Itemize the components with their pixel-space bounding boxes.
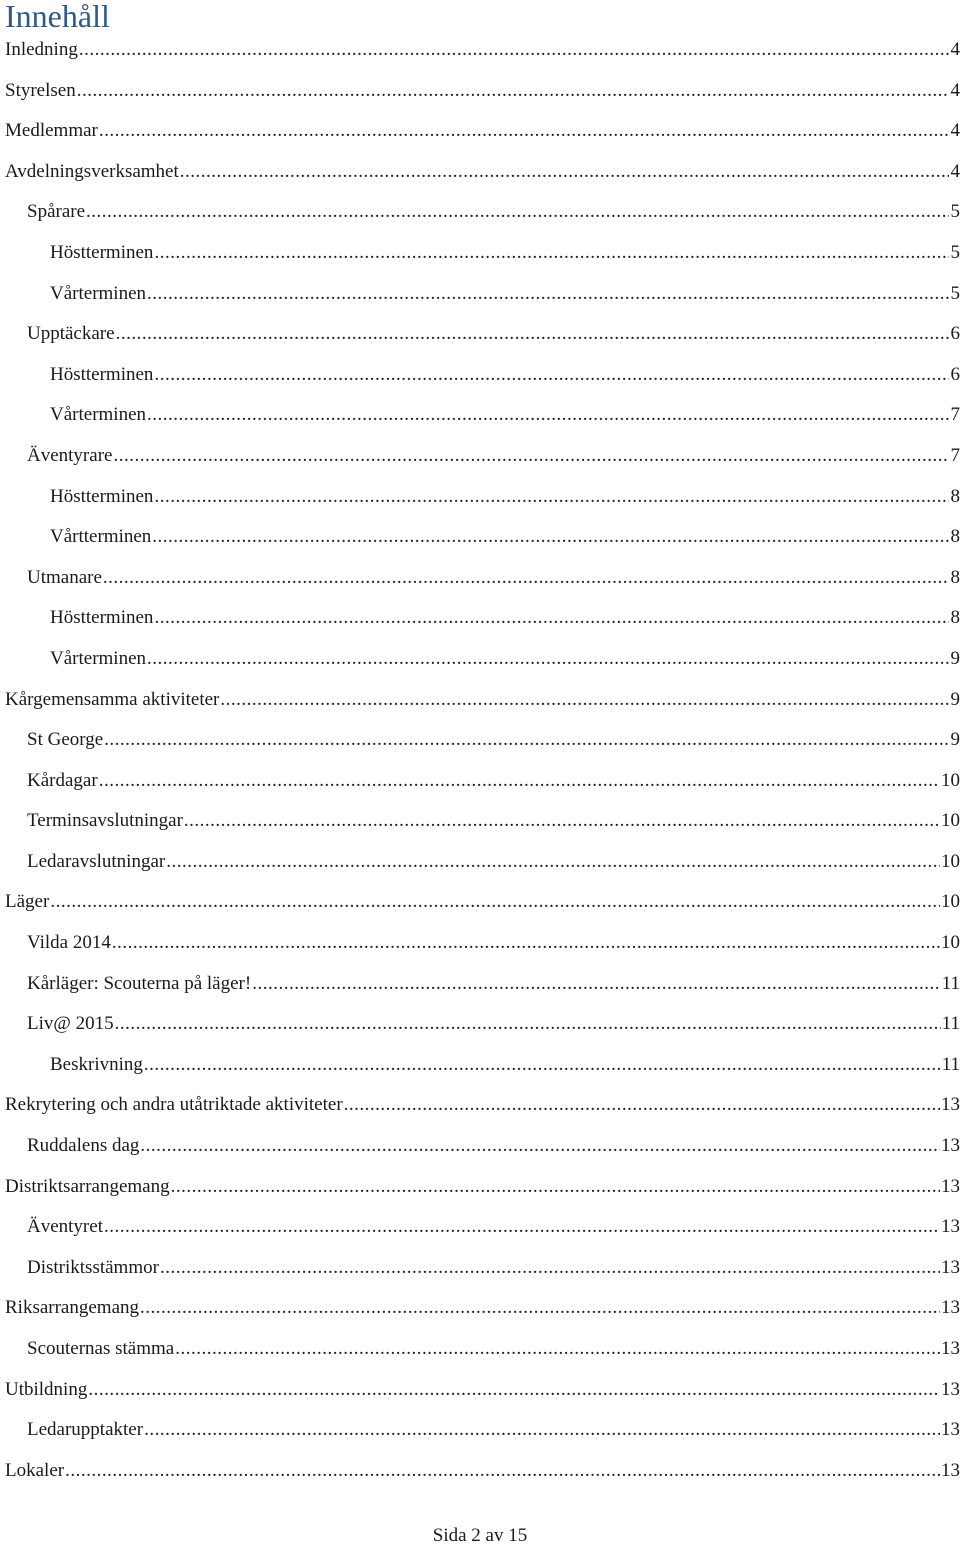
toc-dot-leader <box>184 801 940 841</box>
toc-entry[interactable] <box>0 639 960 680</box>
toc-dot-leader <box>175 1329 940 1369</box>
toc-dot-leader <box>99 111 949 151</box>
toc-entry-title: Kårläger: Scouterna på läger! <box>27 972 252 994</box>
toc-entry-page-number: 8 <box>950 526 960 548</box>
toc-entry-title: Liv@ 2015 <box>27 1013 114 1035</box>
toc-dot-leader <box>171 1167 940 1207</box>
toc-entry-page-number: 13 <box>941 1135 960 1157</box>
toc-dot-leader <box>152 517 949 557</box>
toc-entry[interactable] <box>0 801 960 842</box>
toc-entry-page-number: 10 <box>941 769 960 791</box>
toc-dot-leader <box>104 720 949 760</box>
toc-entry-page-number: 13 <box>941 1378 960 1400</box>
toc-entry-title: Beskrivning <box>50 1053 143 1075</box>
toc-entry-title: Ledaravslutningar <box>27 850 166 872</box>
toc-entry-page-number: 13 <box>941 1419 960 1441</box>
toc-entry[interactable] <box>0 842 960 883</box>
toc-entry-page-number: 5 <box>950 282 960 304</box>
toc-dot-leader <box>147 395 949 435</box>
toc-entry-title: Distriktsarrangemang <box>5 1175 170 1197</box>
toc-entry-title: Distriktsstämmor <box>27 1256 159 1278</box>
toc-entry[interactable] <box>0 1288 960 1329</box>
toc-entry[interactable] <box>0 30 960 71</box>
toc-dot-leader <box>116 314 949 354</box>
toc-entry-page-number: 9 <box>950 729 960 751</box>
toc-entry-page-number: 4 <box>950 160 960 182</box>
toc-entry-title: Utmanare <box>27 566 102 588</box>
toc-entry-title: Vårterminen <box>50 282 147 304</box>
toc-entry-title: Medlemmar <box>5 120 98 142</box>
toc-entry-page-number: 7 <box>950 404 960 426</box>
toc-entry-title: Äventyrare <box>27 444 113 466</box>
toc-entry-page-number: 11 <box>941 1053 960 1075</box>
toc-dot-leader <box>79 30 949 70</box>
toc-entry-page-number: 9 <box>950 647 960 669</box>
toc-dot-leader <box>160 1248 940 1288</box>
toc-entry-title: Kårdagar <box>27 769 98 791</box>
toc-entry[interactable] <box>0 1207 960 1248</box>
toc-entry-page-number: 8 <box>950 566 960 588</box>
toc-entry-title: Ruddalens dag <box>27 1135 140 1157</box>
toc-entry[interactable] <box>0 1045 960 1086</box>
toc-entry[interactable] <box>0 720 960 761</box>
toc-dot-leader <box>154 355 949 395</box>
toc-dot-leader <box>77 71 949 111</box>
toc-entry[interactable] <box>0 355 960 396</box>
toc-entry-page-number: 8 <box>950 485 960 507</box>
toc-entry[interactable] <box>0 152 960 193</box>
toc-dot-leader <box>252 964 941 1004</box>
toc-entry[interactable] <box>0 1329 960 1370</box>
toc-dot-leader <box>147 639 949 679</box>
toc-entry-title: Upptäckare <box>27 323 115 345</box>
toc-entry-page-number: 6 <box>950 363 960 385</box>
toc-entry-title: St George <box>27 729 104 751</box>
toc-entry-page-number: 13 <box>941 1094 960 1116</box>
toc-entry[interactable] <box>0 680 960 721</box>
toc-entry[interactable] <box>0 436 960 477</box>
toc-dot-leader <box>144 1045 941 1085</box>
toc-dot-leader <box>154 233 949 273</box>
toc-dot-leader <box>147 274 949 314</box>
toc-entry[interactable] <box>0 192 960 233</box>
toc-entry[interactable] <box>0 558 960 599</box>
toc-dot-leader <box>154 477 949 517</box>
toc-entry[interactable] <box>0 1451 960 1492</box>
toc-entry-title: Vilda 2014 <box>27 932 111 954</box>
toc-dot-leader <box>86 192 949 232</box>
toc-dot-leader <box>103 558 949 598</box>
toc-entry-title: Äventyret <box>27 1216 103 1238</box>
toc-entry-title: Höstterminen <box>50 607 154 629</box>
toc-entry-title: Terminsavslutningar <box>27 810 183 832</box>
toc-entry[interactable] <box>0 1370 960 1411</box>
page-title: Innehåll <box>5 0 110 34</box>
toc-dot-leader <box>166 842 940 882</box>
toc-entry-title: Inledning <box>5 39 78 60</box>
toc-entry[interactable] <box>0 1248 960 1289</box>
toc-entry-title: Utbildning <box>5 1378 88 1400</box>
toc-entry-page-number: 11 <box>941 1013 960 1035</box>
toc-entry-page-number: 13 <box>941 1256 960 1278</box>
toc-entry-page-number: 5 <box>950 201 960 223</box>
toc-entry-page-number: 9 <box>950 688 960 710</box>
toc-entry-title: Ledarupptakter <box>27 1419 144 1441</box>
toc-entry-page-number: 13 <box>941 1338 960 1359</box>
toc-entry-page-number: 10 <box>941 810 960 832</box>
toc-dot-leader <box>220 680 949 720</box>
toc-entry-title: Vårterminen <box>50 404 147 426</box>
toc-dot-leader <box>144 1410 940 1450</box>
toc-entry-page-number: 11 <box>941 972 960 994</box>
toc-entry-page-number: 7 <box>950 444 960 466</box>
table-of-contents <box>0 30 960 1491</box>
toc-dot-leader <box>140 1288 940 1328</box>
toc-entry[interactable] <box>0 111 960 152</box>
toc-entry-page-number: 6 <box>950 323 960 345</box>
toc-entry-page-number: 13 <box>941 1297 960 1319</box>
toc-entry[interactable] <box>0 274 960 315</box>
toc-entry-title: Lokaler <box>5 1459 65 1481</box>
toc-entry-title: Höstterminen <box>50 485 154 507</box>
toc-entry-title: Spårare <box>27 201 86 223</box>
toc-entry-page-number: 10 <box>941 891 960 913</box>
toc-entry[interactable] <box>0 233 960 274</box>
toc-entry[interactable] <box>0 882 960 923</box>
toc-entry-page-number: 4 <box>950 120 960 142</box>
toc-entry-title: Vårtterminen <box>50 526 152 548</box>
toc-entry[interactable] <box>0 1167 960 1208</box>
toc-dot-leader <box>50 882 940 922</box>
toc-entry-page-number: 13 <box>941 1175 960 1197</box>
toc-entry-title: Avdelningsverksamhet <box>5 160 179 182</box>
toc-entry-page-number: 4 <box>950 39 960 60</box>
toc-entry[interactable] <box>0 964 960 1005</box>
toc-entry-page-number: 13 <box>941 1459 960 1481</box>
toc-entry[interactable] <box>0 314 960 355</box>
toc-dot-leader <box>180 152 949 192</box>
toc-entry[interactable] <box>0 598 960 639</box>
toc-entry-page-number: 10 <box>941 850 960 872</box>
toc-entry[interactable] <box>0 71 960 112</box>
toc-entry-title: Kårgemensamma aktiviteter <box>5 688 220 710</box>
page-footer: Sida 2 av 15 <box>432 1525 528 1546</box>
toc-entry-title: Scouternas stämma <box>27 1338 175 1359</box>
toc-entry[interactable] <box>0 517 960 558</box>
toc-entry-title: Läger <box>5 891 50 913</box>
toc-entry-page-number: 4 <box>950 79 960 101</box>
toc-entry-page-number: 5 <box>950 241 960 263</box>
toc-entry[interactable] <box>0 395 960 436</box>
toc-dot-leader <box>65 1451 940 1491</box>
toc-entry[interactable] <box>0 1410 960 1451</box>
toc-dot-leader <box>115 1004 941 1044</box>
toc-dot-leader <box>112 923 940 963</box>
toc-dot-leader <box>88 1370 940 1410</box>
toc-entry-page-number: 13 <box>941 1216 960 1238</box>
toc-dot-leader <box>99 761 940 801</box>
toc-entry[interactable] <box>0 477 960 518</box>
toc-entry[interactable] <box>0 923 960 964</box>
toc-entry-title: Vårterminen <box>50 647 147 669</box>
toc-entry-page-number: 10 <box>941 932 960 954</box>
toc-entry-title: Styrelsen <box>5 79 76 101</box>
toc-entry[interactable] <box>0 1126 960 1167</box>
toc-entry-title: Höstterminen <box>50 241 154 263</box>
toc-entry-title: Rekrytering och andra utåtriktade aktiviteter <box>5 1094 343 1116</box>
toc-entry[interactable] <box>0 761 960 802</box>
toc-entry-page-number: 8 <box>950 607 960 629</box>
toc-entry[interactable] <box>0 1004 960 1045</box>
toc-entry[interactable] <box>0 1085 960 1126</box>
toc-dot-leader <box>154 598 949 638</box>
toc-entry-title: Riksarrangemang <box>5 1297 140 1319</box>
toc-dot-leader <box>344 1085 940 1125</box>
toc-entry-title: Höstterminen <box>50 363 154 385</box>
toc-dot-leader <box>140 1126 940 1166</box>
toc-dot-leader <box>104 1207 940 1247</box>
toc-dot-leader <box>113 436 949 476</box>
